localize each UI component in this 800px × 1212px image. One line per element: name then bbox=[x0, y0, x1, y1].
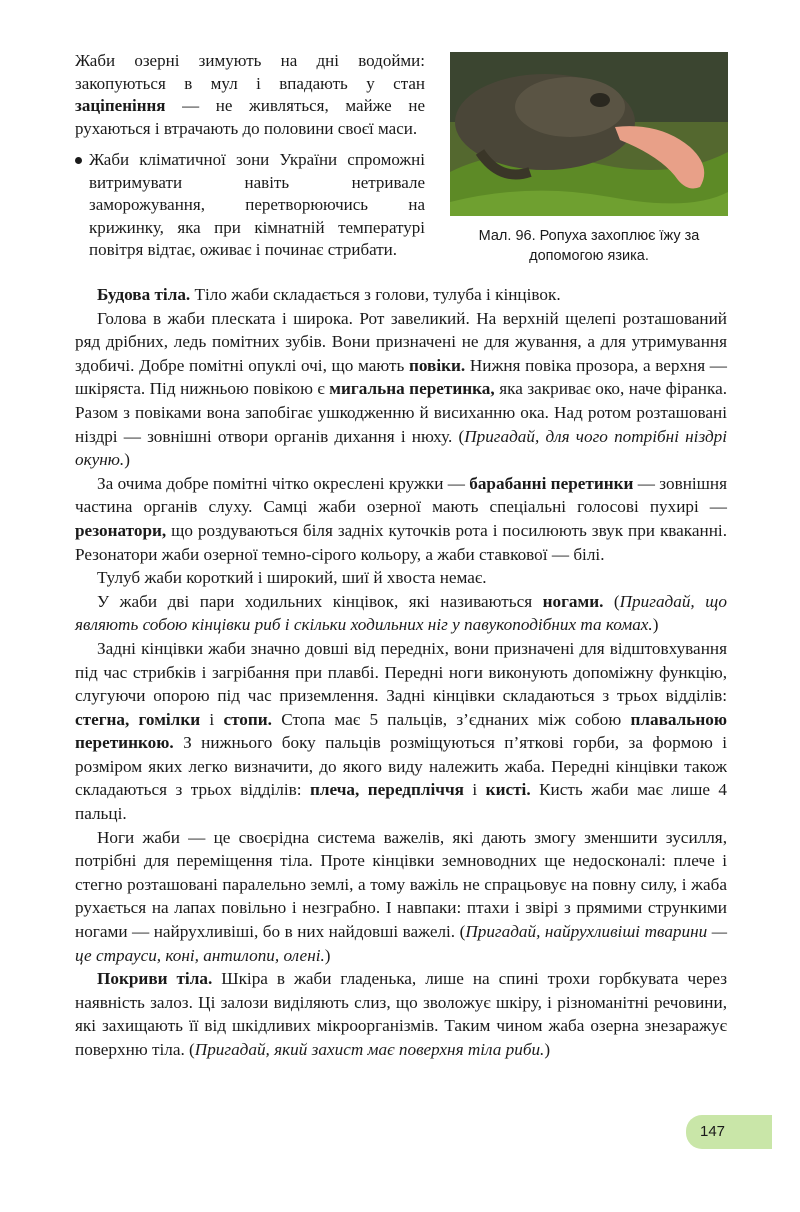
figure-caption: Мал. 96. Ропуха захоплює їжу за допомогою язика. bbox=[478, 228, 700, 264]
paragraph-limbs: У жаби дві пари ходильних кінцівок, які називаються ногами. (Пригадай, що являють собою кінцівки риб і скільки ходильних ніг у павукоподібних та комах.) bbox=[75, 591, 727, 635]
toad-photo bbox=[450, 52, 728, 216]
intro-text-block bbox=[75, 50, 425, 262]
page-number: 147 bbox=[686, 1115, 772, 1149]
paragraph-levers: Ноги жаби — це своєрідна система важелів, які дають змогу зменшити зусилля, потрібні для переміщення тіла. Проте кінцівки земноводних ще недосконалі: плече і стегно розташовані паралельно землі, а тому важіль не спрацьовує на повну силу, і жаба рухається на лапах повільно і незграбно. І навпаки: птахи і звірі з прямими стрункими ногами — найрухливіші, бо в них найдовші важелі. (Пригадай, найрухливіші тварини — це страуси, коні, антилопи, олені.) bbox=[75, 827, 728, 965]
toad-illustration bbox=[450, 52, 728, 216]
paragraph-head: Голова в жаби плеската і широка. Рот завеликий. На верхній щелепі розташований ряд дрібних, ледь помітних зубів. Вони призначені не для жування, а для утримування здобичі. Добре помітні опуклі очі, що мають повіки. Нижня повіка прозора, а верхня — шкіряста. Під нижньою повікою є мигальна перетинка, яка закриває око, наче фіранка. Разом з повіками вона запобігає ушкодженню й висиханню ока. Над ротом розташовані ніздрі — зовнішні отвори органів дихання і нюху. (Пригадай, для чого потрібні ніздрі окуню.) bbox=[75, 308, 728, 470]
intro-paragraph: Жаби озерні зимують на дні водойми: закопуються в мул і впадають у стан заціпеніння — не живляться, майже не рухаються і втрачають до половини своєї маси. bbox=[75, 51, 425, 138]
figure-96 bbox=[450, 52, 728, 266]
paragraph-skin: Покриви тіла. Шкіра в жаби гладенька, лише на спині трохи горбкувата через наявність залоз. Ці залози виділяють слиз, що зволожує шкіру, і різноманітні речовини, які захищають її від шкідливих мікроорганізмів. Таким чином жаба озерна знезаражує поверхню тіла. (Пригадай, який захист має поверхня тіла риби.) bbox=[75, 969, 727, 1059]
paragraph-trunk: Тулуб жаби короткий і широкий, шиї й хвоста немає. bbox=[97, 568, 487, 588]
bullet-icon bbox=[75, 157, 82, 164]
paragraph-hind-limbs: Задні кінцівки жаби значно довші від передніх, вони призначені для відштовхування під час стрибків і загрібання при плавбі. Передні ноги виконують допоміжну функцію, слугуючи опорою під час приземлення. Задні кінцівки складаються з трьох відділів: стегна, гомілки і стопи. Стопа має 5 пальців, з’єднаних між собою плавальною перетинкою. З нижнього боку пальців розміщуються п’яткові горби, за формою і розміром яких легко визначити, до якого виду належить жаба. Передні кінцівки також складаються з трьох відділів: плеча, передпліччя і кисті. Кисть жаби має лише 4 пальці. bbox=[75, 638, 728, 824]
bullet-fact: Жаби кліматичної зони України спроможні витримувати навіть нетривале заморожування, перетворюючись на крижинку, яка при кімнатній температурі повітря відтає, оживає і починає стрибати. bbox=[75, 149, 425, 262]
paragraph-body-structure: Будова тіла. Тіло жаби складається з голови, тулуба і кінцівок. bbox=[97, 285, 561, 304]
main-text-block bbox=[75, 283, 727, 1062]
paragraph-hearing: За очима добре помітні чітко окреслені кружки — барабанні перетинки — зовнішня частина органів слуху. Самці жаби озерної мають спеціальні голосові пухирі — резонатори, що роздуваються біля задніх куточків рота і посилюють звук при кваканні. Резонатори жаби озерної темно-сірого кольору, а жаби ставкової — білі. bbox=[75, 473, 728, 564]
